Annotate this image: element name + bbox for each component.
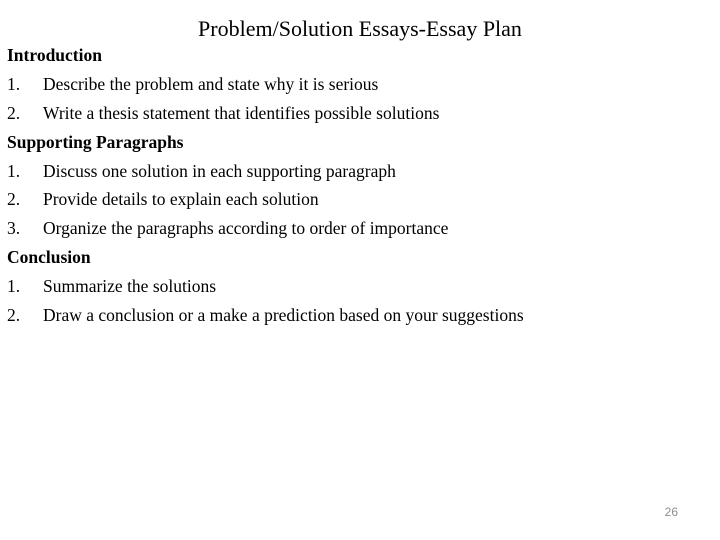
list-item [7, 99, 707, 128]
section-heading-introduction: Introduction [7, 45, 102, 65]
list-item-number: 1. [7, 73, 21, 94]
list-item-number: 2. [7, 189, 21, 210]
list-item-text: Discuss one solution in each supporting paragraph [43, 160, 396, 181]
list-item-number: 1. [7, 276, 21, 297]
list-item [7, 157, 707, 186]
section-heading-supporting-paragraphs: Supporting Paragraphs [7, 131, 184, 152]
list-item [7, 70, 707, 99]
list-item [7, 272, 707, 301]
list-item-text: Organize the paragraphs according to order of importance [43, 218, 449, 239]
essay-plan-content [7, 41, 707, 330]
list-item [7, 185, 707, 214]
list-item-number: 1. [7, 160, 21, 181]
list-item-text: Write a thesis statement that identifies possible solutions [43, 102, 440, 123]
list-item-number: 2. [7, 102, 21, 123]
list-item-text: Provide details to explain each solution [43, 189, 319, 210]
list-item-text: Describe the problem and state why it is serious [43, 73, 379, 94]
list-item-number: 3. [7, 218, 21, 239]
list-item-text: Summarize the solutions [43, 276, 217, 297]
list-item-text: Draw a conclusion or a make a prediction based on your suggestions [43, 305, 524, 326]
page-number: 26 [664, 505, 678, 519]
list-item [7, 214, 707, 243]
section-heading-conclusion: Conclusion [7, 247, 91, 268]
page-title: Problem/Solution Essays-Essay Plan [198, 16, 522, 41]
list-item [7, 301, 707, 330]
list-item-number: 2. [7, 305, 21, 326]
